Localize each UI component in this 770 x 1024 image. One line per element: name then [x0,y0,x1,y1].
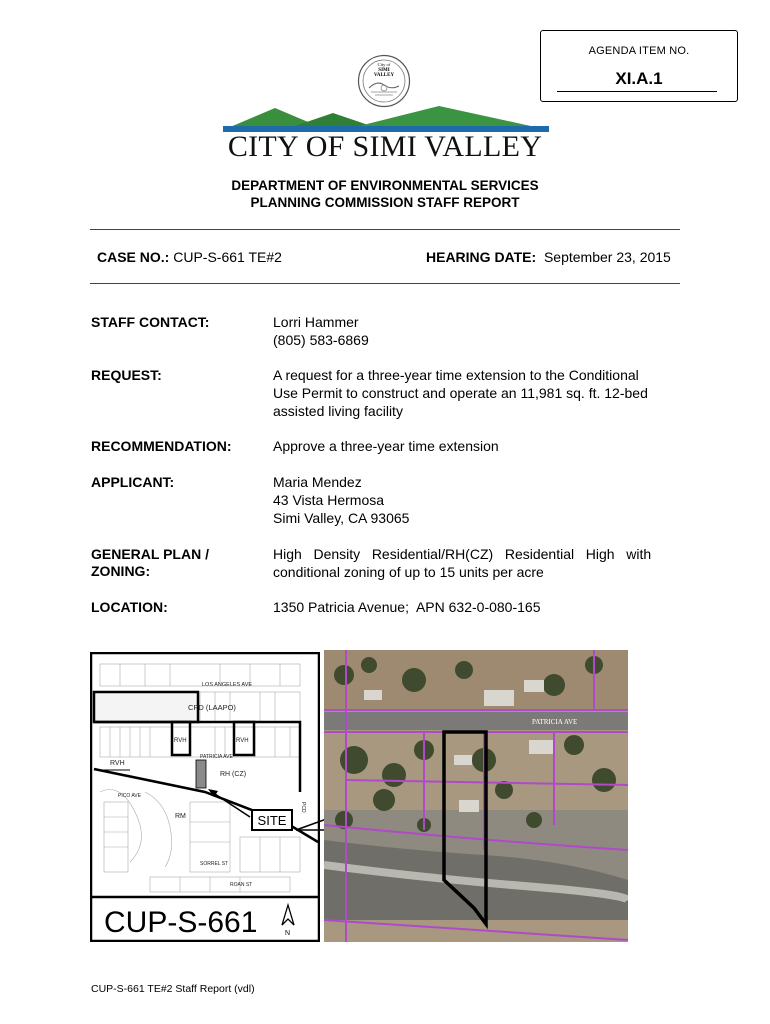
recommendation-label: RECOMMENDATION: [91,438,232,454]
general-plan-label: GENERAL PLAN / ZONING: [91,546,209,579]
svg-text:VALLEY: VALLEY [373,73,395,78]
report-type-title: PLANNING COMMISSION STAFF REPORT [250,195,520,210]
hearing-date-row [426,249,671,265]
applicant-label: APPLICANT: [91,474,175,490]
agenda-item-number: XI.A.1 [615,69,663,88]
staff-contact-value: Lorri Hammer (805) 583-6869 [273,314,369,348]
zone-label: RM [175,813,186,820]
case-number-row [97,249,282,265]
case-number-label: CASE NO.: [97,249,170,265]
footer-text: CUP-S-661 TE#2 Staff Report (vdl) [91,983,255,995]
recommendation-value: Approve a three-year time extension [273,438,499,454]
request-label: REQUEST: [91,367,162,383]
zone-label: RVH [236,738,249,744]
location-label: LOCATION: [91,599,168,615]
staff-contact-label: STAFF CONTACT: [91,314,210,330]
divider-bottom [90,283,680,284]
agenda-item-box [540,30,738,102]
aerial-photo [324,650,628,942]
zoning-map [90,652,320,942]
svg-text:City of: City of [377,62,391,67]
map-title: CUP-S-661 [104,906,258,939]
hearing-date-value: September 23, 2015 [543,249,671,265]
city-name-heading: CITY OF SIMI VALLEY [227,130,543,163]
applicant-value: Maria Mendez 43 Vista Hermosa Simi Valley, CA 93065 [273,474,410,526]
case-number-value: CUP-S-661 TE#2 [173,249,282,265]
request-value: A request for a three-year time extension to the Conditional Use Permit to construct and operate an 11,981 sq. ft. 12-bed assisted living facility [273,367,648,419]
street-label: SORREL ST [200,861,229,867]
city-seal-logo [357,54,411,108]
aerial-street-label: PATRICIA AVE [532,718,578,726]
location-value: 1350 Patricia Avenue; APN 632-0-080-165 [273,599,541,615]
divider-top [90,229,680,230]
street-label: PICO AVE [118,793,141,799]
zone-label: RVH [174,738,187,744]
general-plan-value: High Density Residential/RH(CZ) Residential High with conditional zoning of up to 15 units per acre [273,546,652,580]
street-label: ROAN ST [230,882,253,888]
department-title: DEPARTMENT OF ENVIRONMENTAL SERVICES [231,178,539,193]
hearing-date-label: HEARING DATE: [426,249,537,265]
agenda-item-label: AGENDA ITEM NO. [588,45,690,57]
agenda-underline [557,91,717,92]
street-label: PATRICIA AVE [200,754,233,760]
zone-label: RH (CZ) [220,771,247,778]
site-label: SITE [257,813,287,828]
street-label: LOS ANGELES AVE [202,682,253,688]
north-label: N [285,930,291,937]
zone-label: CPD (LAAPO) [188,703,236,712]
zone-label: PCD [300,802,306,813]
svg-text:SIMI: SIMI [378,68,390,73]
zone-label: RVH [110,760,125,767]
mountain-logo [223,104,549,132]
